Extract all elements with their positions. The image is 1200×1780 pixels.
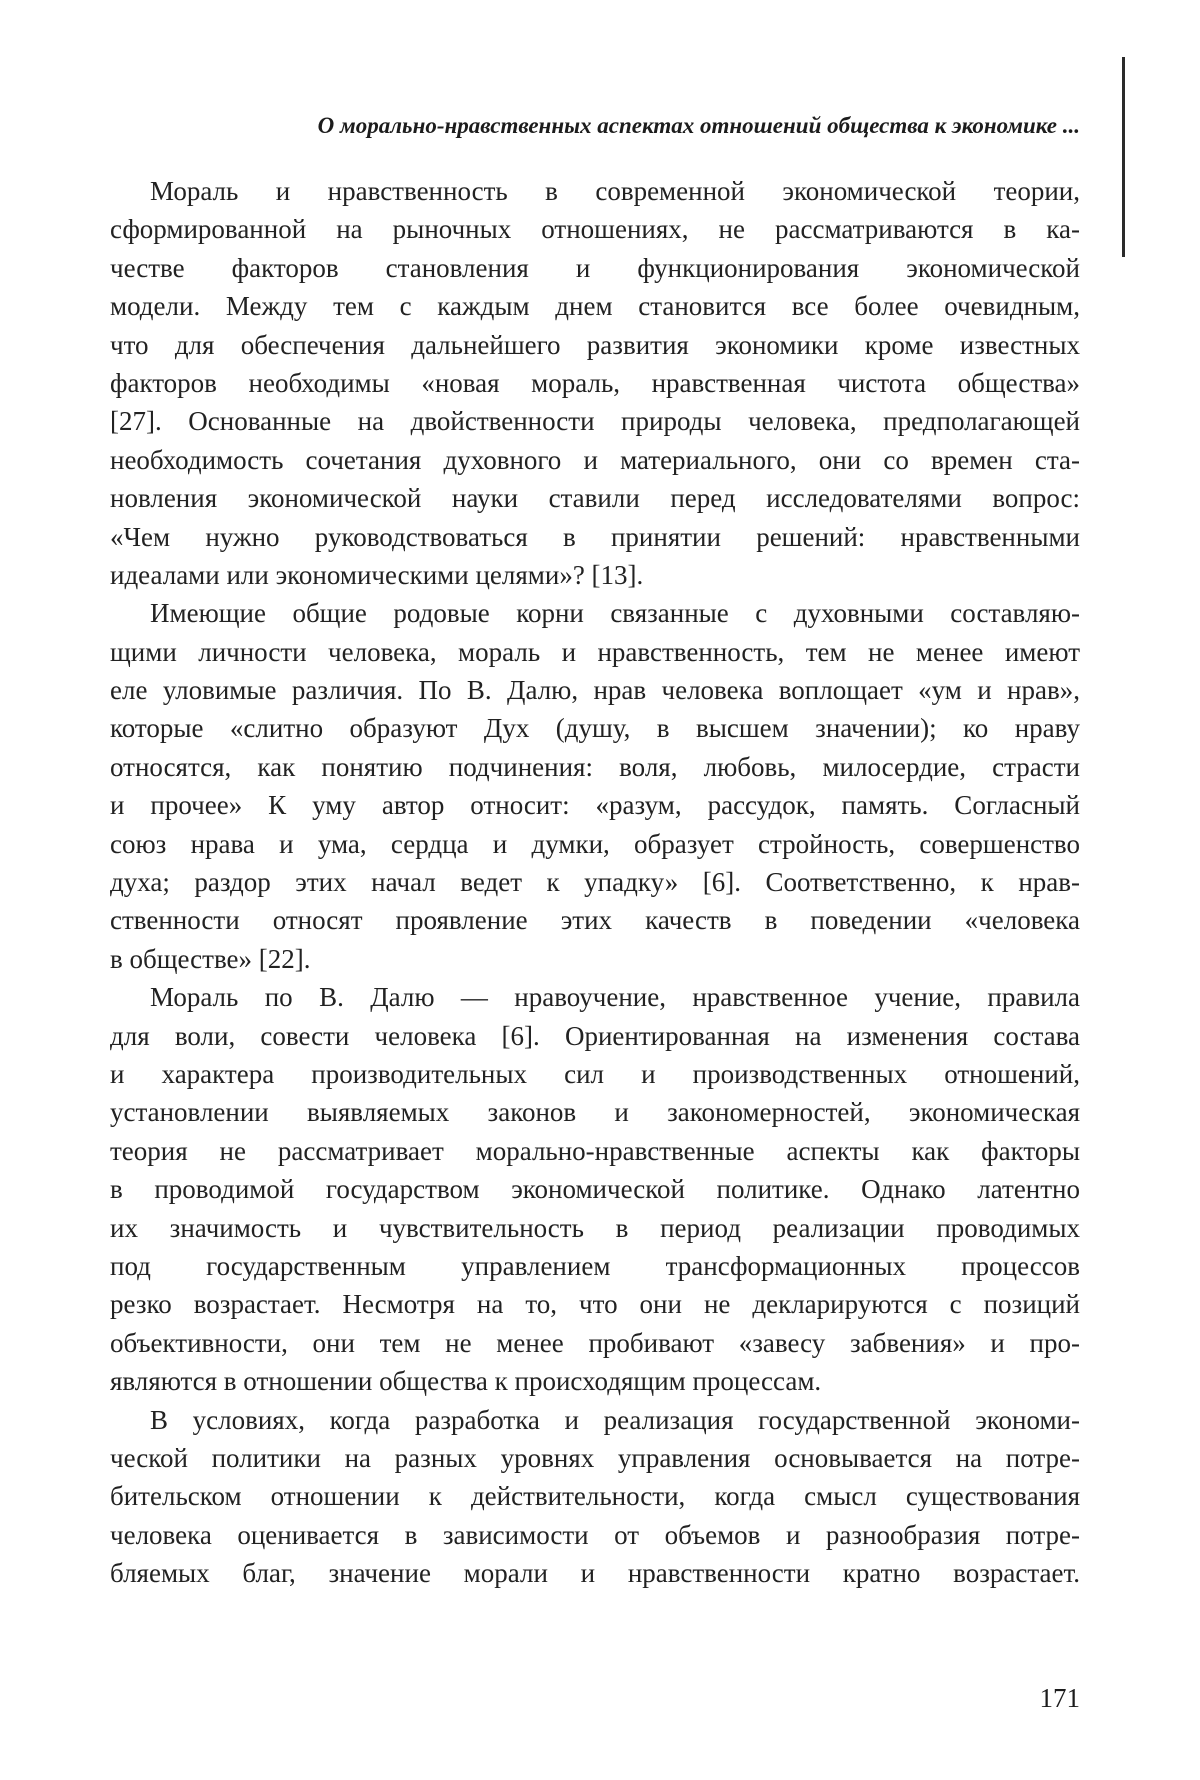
text-line: духа; раздор этих начал ведет к упадку» [6]. Соответственно, к нрав- xyxy=(110,867,1080,898)
text-line: для воли, совести человека [6]. Ориентированная на изменения состава xyxy=(110,1020,1080,1051)
text-line: Мораль и нравственность в современной экономической теории, xyxy=(150,176,1080,206)
paragraph-4 xyxy=(110,1401,1080,1593)
text-line: щими личности человека, мораль и нравственность, тем не менее имеют xyxy=(110,636,1080,667)
text-line: [27]. Основанные на двойственности природы человека, предполагающей xyxy=(110,406,1080,437)
paragraph-2 xyxy=(110,594,1080,978)
text-line: в проводимой государством экономической политике. Однако латентно xyxy=(110,1174,1080,1205)
text-line: новления экономической науки ставили перед исследователями вопрос: xyxy=(110,483,1080,514)
text-line: человека оценивается в зависимости от объемов и разнообразия потре- xyxy=(110,1519,1080,1550)
text-line: установлении выявляемых законов и закономерностей, экономическая xyxy=(110,1097,1080,1128)
text-line: идеалами или экономическими целями»? [13]. xyxy=(110,559,644,590)
text-line: резко возрастает. Несмотря на то, что они не декларируются с позиций xyxy=(110,1289,1080,1320)
text-line: объективности, они тем не менее пробивают «завесу забвения» и про- xyxy=(110,1327,1080,1358)
body-text xyxy=(110,172,1080,1592)
text-line: еле уловимые различия. По В. Далю, нрав человека воплощает «ум и нрав», xyxy=(110,675,1080,706)
text-line: честве факторов становления и функционирования экономической xyxy=(110,252,1080,283)
text-line: являются в отношении общества к происходящим процессам. xyxy=(110,1366,822,1397)
text-line: модели. Между тем с каждым днем становится все более очевидным, xyxy=(110,291,1080,322)
text-line: «Чем нужно руководствоваться в принятии решений: нравственными xyxy=(110,521,1080,552)
text-line: что для обеспечения дальнейшего развития экономики кроме известных xyxy=(110,329,1080,360)
text-line: под государственным управлением трансформационных процессов xyxy=(110,1250,1080,1281)
margin-vertical-rule xyxy=(1122,57,1125,257)
text-line: В условиях, когда разработка и реализация государственной экономи- xyxy=(150,1404,1080,1435)
text-line: необходимость сочетания духовного и материального, они со времен ста- xyxy=(110,444,1080,475)
text-line: теория не рассматривает морально-нравственные аспекты как факторы xyxy=(110,1135,1080,1166)
text-line: ственности относят проявление этих качеств в поведении «человека xyxy=(110,905,1080,936)
text-line: их значимость и чувствительность в период реализации проводимых xyxy=(110,1212,1080,1243)
text-line: бляемых благ, значение морали и нравственности кратно возрастает. xyxy=(110,1558,1080,1589)
text-line: ческой политики на разных уровнях управления основывается на потре- xyxy=(110,1442,1080,1473)
text-line: союз нрава и ума, сердца и думки, образует стройность, совершенство xyxy=(110,828,1080,859)
text-line: относятся, как понятию подчинения: воля, любовь, милосердие, страсти xyxy=(110,751,1080,782)
page-number: 171 xyxy=(1039,1683,1080,1713)
text-line: которые «слитно образуют Дух (душу, в высшем значении); ко нраву xyxy=(110,713,1080,744)
text-line: Имеющие общие родовые корни связанные с духовными составляю- xyxy=(150,598,1080,629)
paragraph-1 xyxy=(110,172,1080,594)
text-line: и прочее» К уму автор относит: «разум, рассудок, память. Согласный xyxy=(110,790,1080,821)
text-line: Мораль по В. Далю — нравоучение, нравственное учение, правила xyxy=(150,982,1080,1013)
running-head: О морально-нравственных аспектах отношений общества к экономике ... xyxy=(317,113,1080,138)
paragraph-3 xyxy=(110,978,1080,1400)
text-line: и характера производительных сил и производственных отношений, xyxy=(110,1058,1080,1089)
text-line: сформированной на рыночных отношениях, не рассматриваются в ка- xyxy=(110,214,1080,245)
text-line: бительском отношении к действительности, когда смысл существования xyxy=(110,1481,1080,1512)
text-line: факторов необходимы «новая мораль, нравственная чистота общества» xyxy=(110,367,1080,398)
text-line: в обществе» [22]. xyxy=(110,943,311,974)
